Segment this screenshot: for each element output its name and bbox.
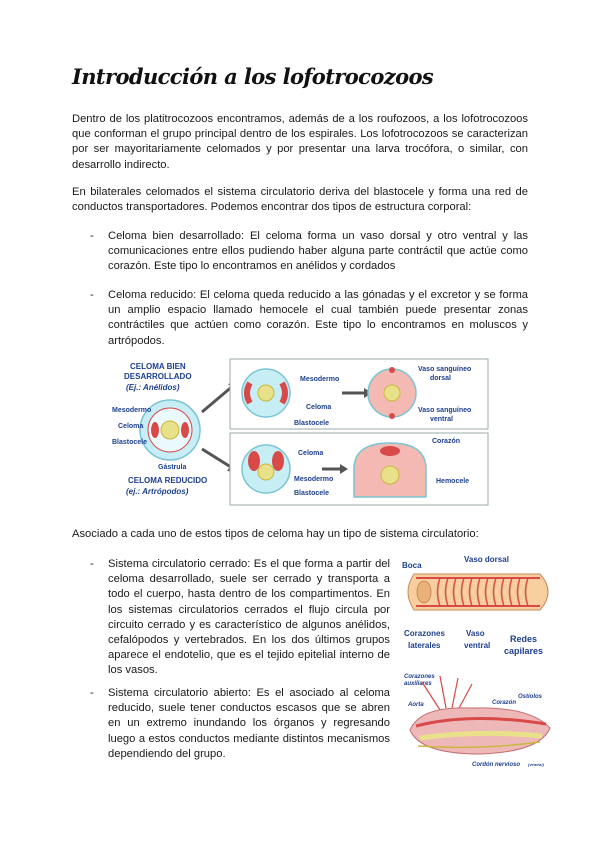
mesodermo-shape (247, 383, 250, 403)
mesodermo-shape (248, 451, 260, 471)
label-vaso-dorsal: Vaso sanguíneo (418, 366, 472, 373)
list-item-celoma-reducido: Celoma reducido: El celoma queda reducido a las gónadas y el excretor y se forma un amplio espacio llamado hemocele el cual también puede presentar zonas contráctiles que actúen como corazón. Este tipo lo encontramos en moluscos y artrópodos. (108, 289, 528, 347)
mesodermo-shape (282, 383, 285, 403)
label-vaso-ventral: Vaso sanguíneo (418, 407, 472, 414)
celoma-diagram (110, 357, 490, 509)
label-vaso-ventral: Vaso (466, 629, 485, 638)
label-corazon: Corazón (492, 700, 516, 706)
diagram-heading: DESARROLLADO (124, 372, 192, 381)
label-blastocele: Blastocele (112, 439, 148, 446)
label-mesodermo: Mesodermo (300, 376, 340, 383)
paragraph-sistemas: Asociado a cada uno de estos tipos de celoma hay un tipo de sistema circulatorio: (72, 528, 479, 540)
diagram-heading: CELOMA REDUCIDO (128, 476, 208, 485)
diagram-example: (ej.: Artrópodos) (126, 487, 189, 496)
label-boca: Boca (402, 561, 422, 570)
list-item-sistema-cerrado: Sistema circulatorio cerrado: Es el que forma a partir del celoma desarrollado, suele ser cerrado y transporta a todo el cuerpo, hasta dentro de los compartimentos. En los sistemas circulatorios cerrados el flujo circula por circuito cerrado y es característico de algunos anélidos, cefalópodos y vertebrados. En los dos últimos grupos aparece el endotelio, que es el tejido epitelial interno de los vasos. (108, 558, 390, 677)
label-corazones-auxiliares: Corazones (404, 674, 435, 680)
label-mesodermo: Mesodermo (294, 476, 334, 483)
bullet-marker: - (90, 230, 94, 242)
gut-shape (384, 385, 400, 401)
label-vaso-ventral: ventral (430, 416, 453, 423)
label-vaso-ventral: ventral (464, 641, 491, 650)
label-hemocele: Hemocele (436, 478, 470, 485)
label-mesodermo: Mesodermo (112, 407, 152, 414)
corazon-shape (380, 446, 400, 456)
celoma-pouch-shape (181, 422, 189, 438)
gut-shape (381, 466, 399, 484)
label-vaso-dorsal: dorsal (430, 375, 452, 382)
label-corazones-auxiliares: auxiliares (404, 681, 432, 687)
closed-circulatory-diagram (400, 552, 558, 662)
page-title: Introducción a los lofotrocozoos (72, 64, 434, 89)
label-celoma: Celoma (306, 404, 332, 411)
bullet-marker: - (90, 687, 94, 699)
label-celoma: Celoma (298, 450, 324, 457)
label-ostiolos: Ostiolos (518, 694, 543, 700)
mesodermo-shape (272, 451, 284, 471)
bullet-marker: - (90, 558, 94, 570)
paragraph-circulatory: En bilaterales celomados el sistema circulatorio deriva del blastocele y forma una red de conductos transportadores. Podemos encontrar dos tipos de estructura corporal: (72, 186, 528, 214)
label-aorta: Aorta (408, 702, 424, 708)
label-vaso-dorsal: Vaso dorsal (464, 555, 509, 564)
label-celoma: Celoma (118, 423, 144, 430)
list-item-celoma-desarrollado: Celoma bien desarrollado: El celoma forma un vaso dorsal y otro ventral y las comunicaciones entre ellos pudiendo haber alguna parte contráctil que actúe como corazón. Este tipo lo encontramos en anélidos y cordados (108, 230, 528, 273)
label-cordon-nervioso: Cordón nervioso (472, 762, 521, 768)
label-blastocele: Blastocele (294, 490, 330, 497)
label-gastrula: Gástrula (158, 464, 187, 471)
arrow-icon (202, 385, 234, 412)
celoma-pouch-shape (151, 422, 159, 438)
list-item-sistema-abierto: Sistema circulatorio abierto: Es el asociado al celoma reducido, suele tener conductos escasos que se abren en un extremo inundando los órganos y regresando luego a estos conductos mediante distintos mecanismos dependiendo del grupo. (108, 687, 390, 760)
paragraph-intro: Dentro de los platitrocozoos encontramos, además de a los roufozoos, a los lofotrocozoos que conforman el grupo principal dentro de los espirales. Los lofotrocozoos se caracterizan por ser mayoritariamente celomados y por presentar una larva trocófora, o similar, con desarrollo indirecto. (72, 113, 528, 171)
bullet-marker: - (90, 289, 94, 301)
label-corazones-laterales: Corazones (404, 629, 445, 638)
arrow-icon (202, 449, 234, 469)
label-redes-capilares: Redes (510, 634, 538, 644)
vaso-ventral-shape (389, 413, 395, 419)
label-corazones-laterales: laterales (408, 641, 441, 650)
gut-shape (161, 421, 179, 439)
label-redes-capilares: capilares (504, 646, 544, 656)
mouth-shape (417, 581, 431, 603)
diagram-example: (Ej.: Anélidos) (126, 383, 180, 392)
open-circulatory-diagram (400, 670, 558, 770)
gut-shape (258, 385, 274, 401)
gut-shape (258, 464, 274, 480)
vaso-dorsal-shape (389, 367, 395, 373)
label-corazon: Corazón (432, 438, 460, 445)
label-blastocele: Blastocele (294, 420, 330, 427)
label-cordon-nervioso: (ventral) (528, 762, 544, 767)
diagram-heading: CELOMA BIEN (130, 362, 186, 371)
